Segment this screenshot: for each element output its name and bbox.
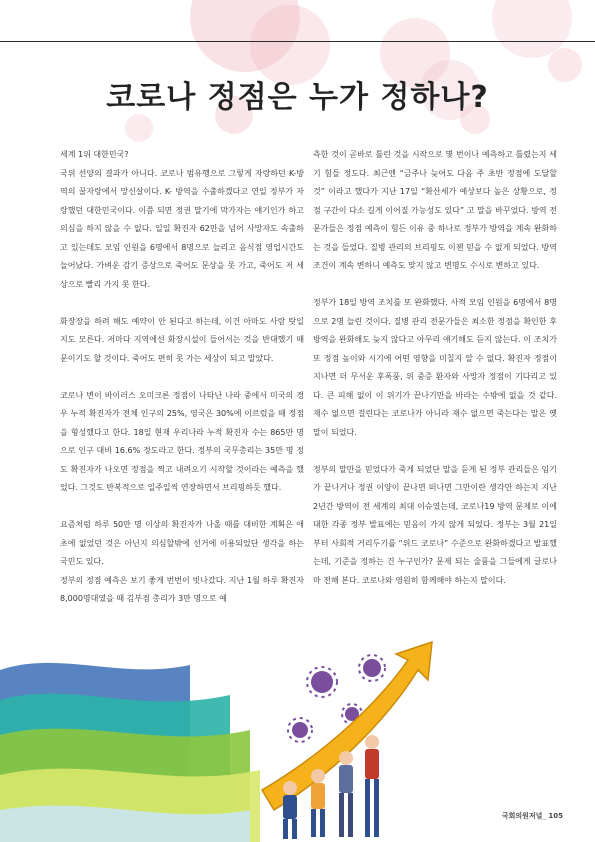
paragraph: 정부의 말만을 믿었다가 죽게 되었단 말을 듣게 된 정부 관리들은 임기가 끝나거나 정권 이양이 끝나면 떠나면 그만이란 생각만 하는지 지난 2년간 방역이 전 세계의 최대 이슈였는데, 코로나19 방역 문제로 이에 대한 각종 정부 발표에는 믿음이 가지 않게 되었다. 정부는 3월 21일부터 사회적 거리두기를 “위드 코로나” 수준으로 완화하겠다고 발표했는데, 기준을 정하는 건 누구인가? 문제 되는 술품을 그들에게 글로나마 전해 본다. 코로나와 영원히 함께해야 하는지 말이다. <box>313 464 557 585</box>
page-footer <box>502 811 563 821</box>
paragraph: 화장장을 하려 해도 예약이 안 된다고 하는데, 이건 아마도 사람 탓일지도 모른다. 저마다 지역에선 화장시설이 들어서는 것을 반대했기 때문이기도 할 것이다. 죽어도 편히 못 가는 세상이 되고 말았다. <box>60 316 304 363</box>
virus-icon <box>288 718 312 742</box>
page-number: 105 <box>548 812 563 820</box>
right-column <box>313 146 557 590</box>
virus-icon <box>359 655 385 681</box>
article-title: 코로나 정점은 누가 정하나? <box>106 80 489 115</box>
paragraph-gap <box>313 276 557 295</box>
virus-icon <box>307 667 337 697</box>
footer-separator: _ <box>542 812 546 820</box>
paragraph-gap <box>60 368 304 387</box>
paragraph: 정부의 정점 예측은 보기 좋게 번번이 빗나갔다. 지난 1월 하루 확진자 8,000명대였을 때 김부겸 총리가 3만 명으로 예 <box>60 575 304 603</box>
paragraph: 측한 것이 곧바로 틀린 것을 시작으로 몇 번이나 예측하고 틀렸는지 세기 힘들 정도다. 최근엔 “금주나 늦어도 다음 주 초반 정점에 도달할 것” 이라고 했다가 지난 17일 “확산세가 예상보다 높은 상황으로, 정점 구간이 다소 길게 이어질 가능성도 있다” 고 말을 바꾸었다. 방역 전문가들은 정점 예측이 힘든 이유 중 하나로 정부가 방역을 계속 완화하는 것을 들었다. 질병 관리의 브리핑도 이젠 믿을 수 없게 되었다. 방역 조건이 계속 변하니 예측도 맞지 않고 변명도 수시로 변하고 있다. <box>313 150 557 270</box>
person-figure <box>311 769 325 837</box>
paragraph-gap <box>313 442 557 461</box>
paragraph: 정부가 18일 방역 조치를 또 완화했다. 사적 모임 인원을 6명에서 8명으로 2명 늘린 것이다. 질병 관리 전문가들은 최소한 정점을 확인한 후 방역을 완화해도 늦지 않다고 아무리 얘기해도 듣지 않는다. 이 조치가 또 정점 높이와 시기에 어떤 영향을 미칠지 알 수 없다. 확진자 정점이 지나면 더 무서운 후폭풍, 위 중증 환자와 사망자 정점이 기다리고 있다. 큰 피해 없이 이 위기가 끝나기만을 바라는 수밖에 없을 것 같다. 재수 없으면 걸린다는 코로나가 아니라 재수 없으면 죽는다는 말은 옛말이 되었다. <box>313 298 557 437</box>
paragraph-gap <box>60 294 304 313</box>
person-figure <box>365 735 379 837</box>
person-figure <box>283 781 297 839</box>
paragraph-gap <box>60 498 304 517</box>
person-figure <box>339 751 353 837</box>
paragraph: 요즘처럼 하루 50만 명 이상의 확진자가 나올 때를 대비한 계획은 애초에 없었던 것은 아닌지 의심할밖에 선거에 이용되었단 생각을 하는 국민도 있다. <box>60 520 304 566</box>
paragraph: 세계 1위 대한민국? <box>60 150 129 159</box>
top-rule <box>0 41 595 42</box>
paragraph: 국위 선양의 결과가 아니다. 코로나 범유행으로 그렇게 자랑하던 K-방역의 꿀자랑에서 망신살이다. K- 방역을 수출하겠다고 연일 정부가 자랑했던 대한민국이다. 이쯤 되면 정권 말기에 막가자는 얘기인가 하고 의심을 하지 않을 수 없다. 일일 확진자 62만을 넘어 사망자도 속출하고 있는데도 모임 인원을 6명에서 8명으로 늘리고 음식점 영업시간도 늘어났다. 가벼운 감기 증상으로 죽어도 문상을 못 가고, 죽어도 저 세상으로 빨리 가지 못 한다. <box>60 168 304 289</box>
publication-name: 국회의원저널 <box>501 812 543 820</box>
left-column <box>60 146 304 609</box>
paragraph: 코로나 변이 바이러스 오미크론 정점이 나타난 나라 중에서 미국의 경우 누적 확진자가 전체 인구의 25%, 영국은 30%에 이르렀을 때 정점을 형성했다고 한다. 18일 현재 우리나라 누적 확진자 수는 865만 명으로 인구 대비 16.6% 정도라고 한다. 정부의 국무총리는 35만 명 정도 확진자가 나오면 정점을 찍고 내려오기 시작할 것이라는 예측을 했었다. 그것도 반복적으로 일주일씩 연장하면서 브리핑하듯 했다. <box>60 390 304 492</box>
decor-bubble <box>125 114 153 142</box>
